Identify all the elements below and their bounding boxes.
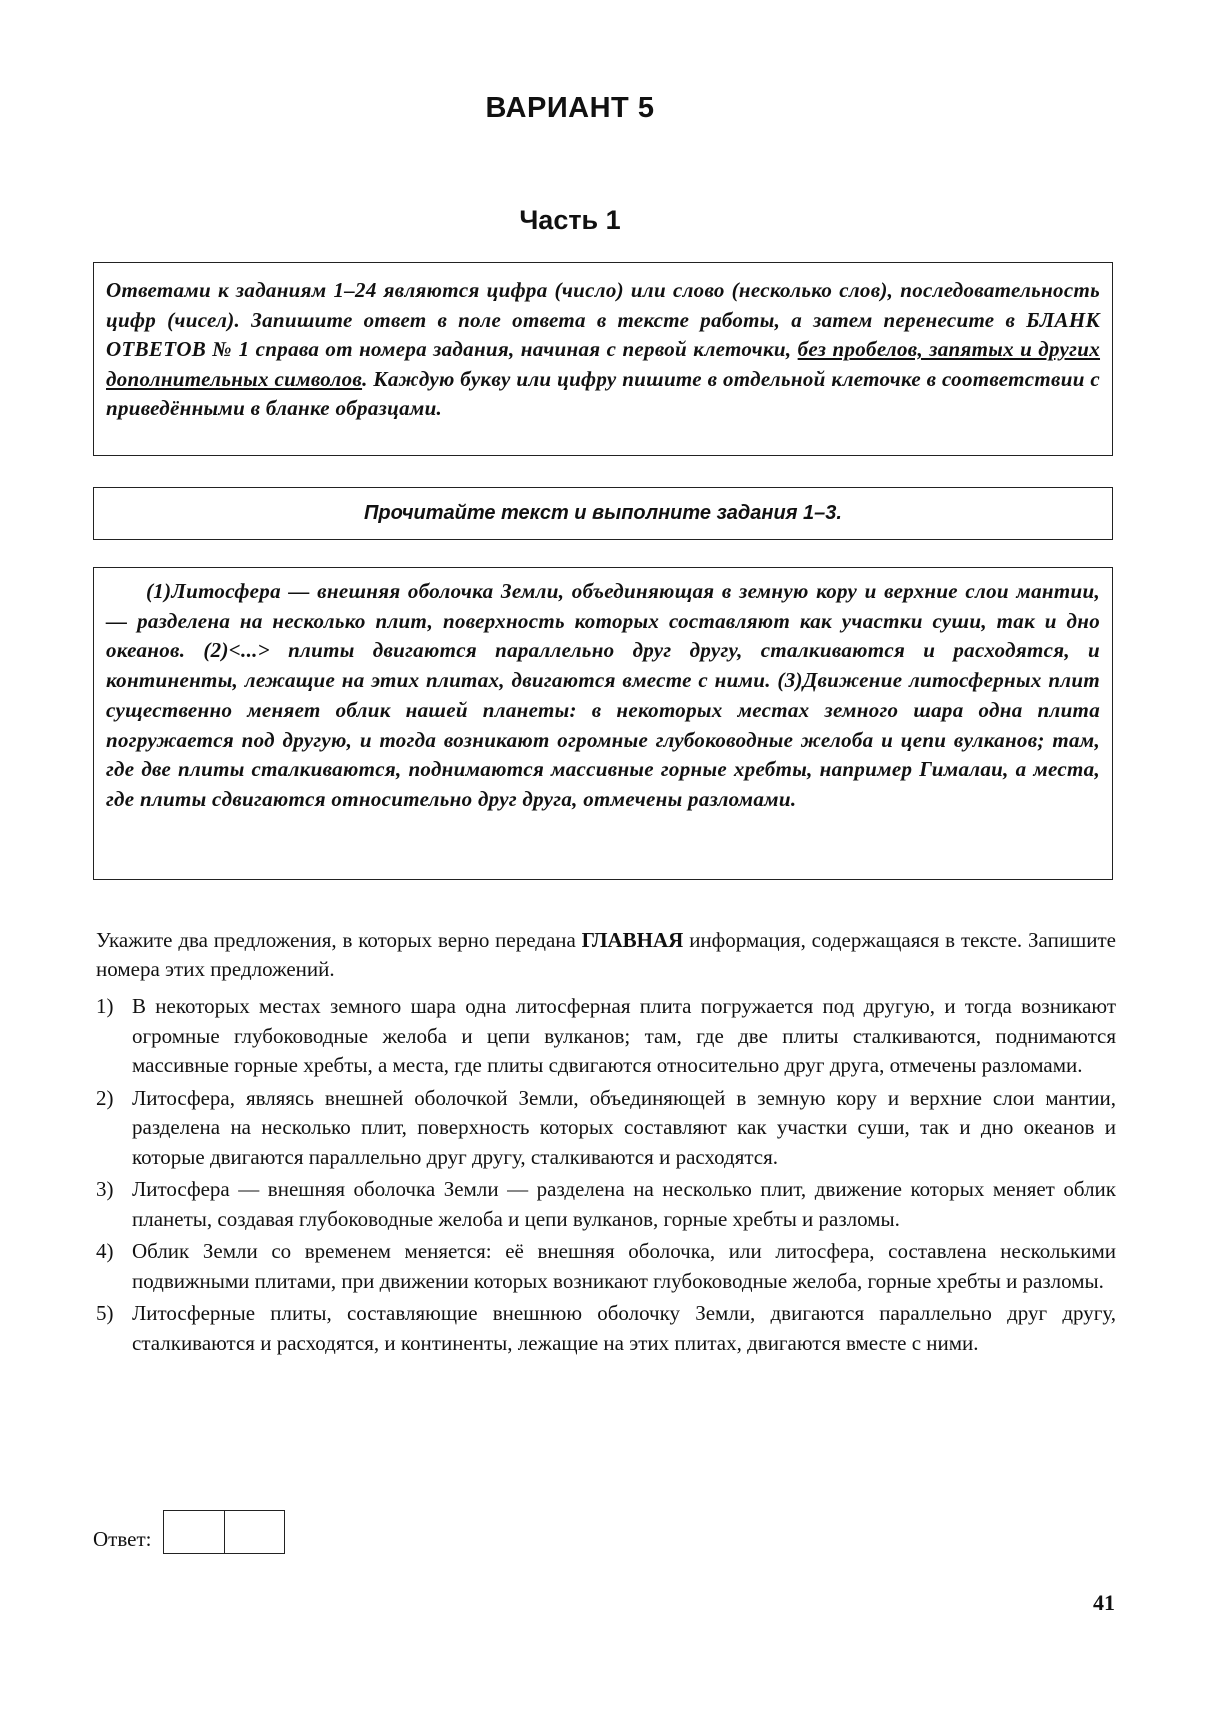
option-item [96,1084,1116,1173]
source-text-box [93,567,1113,880]
option-item [96,1237,1116,1296]
option-item [96,992,1116,1081]
answer-cells [163,1510,285,1554]
question [96,926,1116,984]
instructions-text-end: . Каждую букву или цифру пишите в отдельной клеточке в соответствии с приведёнными в бланке образцами. [106,366,1100,420]
answer-row [93,1510,285,1554]
variant-title: ВАРИАНТ 5 [485,92,655,124]
instructions-underlined: без пробелов, запятых и других дополнительных символов [106,337,1101,391]
question-text-end: информация, содержащаяся в тексте. Запишите номера этих предложений. [96,928,1116,981]
option-text: Литосфера — внешняя оболочка Земли — разделена на несколько плит, движение которых меняет облик планеты, создавая глубоководные желоба и цепи вулканов, горные хребты и разломы. [132,1177,1116,1231]
option-text: Литосфера, являясь внешней оболочкой Земли, объединяющей в земную кору и верхние слои мантии, разделена на несколько плит, поверхность которых составляют как участки суши, так и дно океанов и которые двигаются параллельно друг другу, сталкиваются и расходятся. [132,1085,1116,1169]
instructions-text: Ответами к заданиям 1–24 являются цифра (число) или слово (несколько слов), последовательность цифр (чисел). Запишите ответ в поле ответа в тексте работы, а затем перенесите в БЛАНК ОТВЕТОВ № 1 справа от номера задания, начиная с первой клеточки, [106,278,1100,361]
task-header: Прочитайте текст и выполните задания 1–3. [364,502,842,524]
answer-cell-1[interactable] [164,1511,224,1553]
part-title: Часть 1 [519,205,621,235]
page-number: 41 [1093,1590,1115,1615]
option-text: Облик Земли со временем меняется: её внешняя оболочка, или литосфера, составлена несколькими подвижными плитами, при движении которых возникают глубоководные желоба, горные хребты и разломы. [132,1239,1116,1293]
option-item [96,1299,1116,1358]
task-header-box [93,487,1113,540]
option-text: В некоторых местах земного шара одна литосферная плита погружается под другую, и тогда возникают огромные глубоководные желоба и цепи вулканов; там, где две плиты сталкиваются, поднимаются массивные горные хребты, а места, где плиты сдвигаются относительно друг друга, отмечены разломами. [132,994,1116,1077]
option-number: 1) [96,994,114,1018]
option-number: 2) [96,1085,114,1110]
instructions-box [93,262,1113,456]
option-number: 5) [96,1301,114,1325]
source-text: (1)Литосфера — внешняя оболочка Земли, объединяющая в земную кору и верхние слои мантии, — разделена на несколько плит, поверхность которых составляют как участки суши, так и дно океанов. (2)<...> плиты двигаются параллельно друг другу, сталкиваются и расходятся, и континенты, лежащие на этих плитах, двигаются вместе с ними. (3)Движение литосферных плит существенно меняет облик нашей планеты: в некоторых местах земного шара одна плита погружается под другую, и тогда возникают огромные глубоководные желоба и цепи вулканов; там, где две плиты сталкиваются, поднимаются массивные горные хребты, например Гималаи, а места, где плиты сдвигаются относительно друг друга, отмечены разломами. [106,579,1100,811]
option-text: Литосферные плиты, составляющие внешнюю оболочку Земли, двигаются параллельно друг другу, сталкиваются и расходятся, и континенты, лежащие на этих плитах, двигаются вместе с ними. [132,1301,1116,1355]
option-number: 4) [96,1239,114,1263]
question-emphasis: ГЛАВНАЯ [581,928,684,952]
answer-cell-2[interactable] [224,1511,284,1553]
question-text: Укажите два предложения, в которых верно передана [96,928,582,952]
option-item [96,1175,1116,1234]
option-number: 3) [96,1177,114,1201]
answer-label: Ответ: [93,1526,152,1551]
answer-options [96,992,1116,1361]
